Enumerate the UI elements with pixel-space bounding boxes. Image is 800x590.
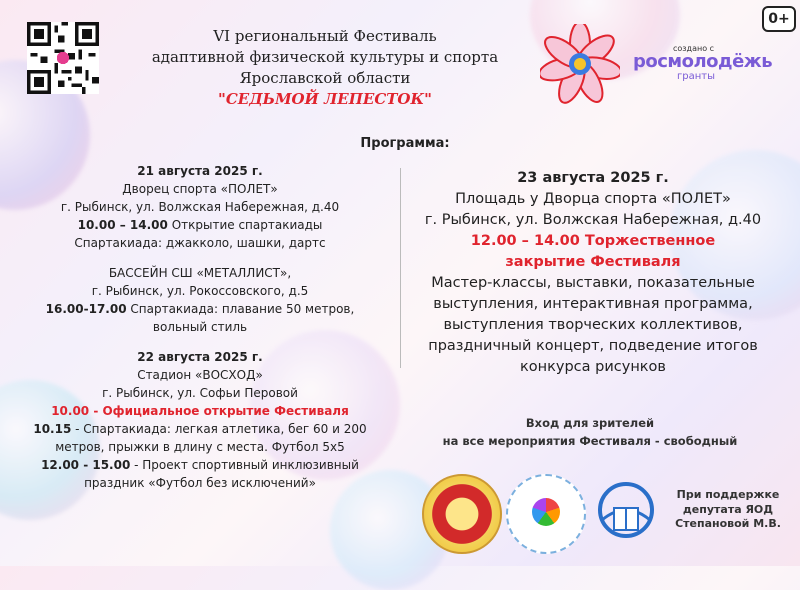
brand-name: росмолодёжь [633,51,773,72]
day2-opening: 10.00 - Официальное открытие Фестиваля [51,404,349,418]
day2-date: 22 августа 2025 г. [137,350,263,364]
qr-code[interactable] [27,22,99,94]
day3-date: 23 августа 2025 г. [517,170,669,186]
title-line: адаптивной физической культуры и спорта [151,48,499,66]
time: 12.00 - 15.00 [41,458,131,472]
pool-venue: БАССЕЙН СШ «МЕТАЛЛИСТ», [108,266,292,280]
day1-venue: Дворец спорта «ПОЛЕТ» [122,182,278,196]
support-note [668,488,788,532]
day1-date: 21 августа 2025 г. [137,164,263,178]
created-with-label: создано с [673,44,715,53]
text: - Спартакиада: легкая атлетика, бег 60 и 200 [71,422,367,436]
day3-desc: Мастер-классы, выставки, показательные [431,275,755,291]
program-left-column [10,162,390,492]
grants-label: гранты [677,71,715,82]
support-line: Степановой М.В. [675,517,781,530]
day1-address: г. Рыбинск, ул. Волжская Набережная, д.40 [60,200,340,214]
support-line: депутата ЯОД [682,502,774,516]
day3-desc: выступления, интерактивная программа, [433,296,753,312]
emblem-logo [422,474,502,554]
day1-item [10,216,390,234]
day3-closing: закрытие Фестиваля [505,254,681,270]
time: 10.00 – 14.00 [77,218,168,232]
support-line: При поддержке [676,488,780,501]
time: 16.00-17.00 [45,302,127,316]
festival-title [110,26,540,110]
day3-address: г. Рыбинск, ул. Волжская Набережная, д.40 [424,212,762,228]
day2-address: г. Рыбинск, ул. Софьи Перовой [102,386,298,400]
entry-line: на все мероприятия Фестиваля - свободный [442,434,738,448]
day2-item: праздник «Футбол без исключений» [84,476,316,490]
program-right-column [398,168,788,378]
day2-item [10,420,390,438]
education-globe-logo [590,480,662,546]
title-line: Ярославской области [239,69,411,87]
entry-note [410,414,770,450]
festival-flower-logo [540,24,620,104]
day3-desc: выступления творческих коллективов, [443,317,743,333]
rosmolodezh-logo [633,44,773,82]
day2-venue: Стадион «ВОСХОД» [137,368,263,382]
sport-department-logo [506,474,586,554]
day1-item: Спартакиада: джакколо, шашки, дартс [74,236,326,250]
pool-item [10,300,390,318]
age-rating-badge: 0+ [762,6,796,32]
text: - Проект спортивный инклюзивный [130,458,359,472]
day3-desc: конкурса рисунков [520,359,666,375]
day2-item: метров, прыжки в длину с места. Футбол 5х5 [55,440,345,454]
day3-venue: Площадь у Дворца спорта «ПОЛЕТ» [455,191,731,207]
text: Спартакиада: плавание 50 метров, [126,302,355,316]
program-heading: Программа: [360,136,450,151]
entry-line: Вход для зрителей [525,416,655,430]
text: Открытие спартакиады [167,218,323,232]
day3-closing: 12.00 – 14.00 Торжественное [470,233,716,249]
time: 10.15 [33,422,72,436]
pool-address: г. Рыбинск, ул. Рокоссовского, д.5 [91,284,309,298]
day2-item [10,456,390,474]
day3-desc: праздничный концерт, подведение итогов [428,338,758,354]
festival-name: "СЕДЬМОЙ ЛЕПЕСТОК" [218,90,432,108]
pool-item: вольный стиль [152,320,248,334]
title-line: VI региональный Фестиваль [213,27,437,45]
